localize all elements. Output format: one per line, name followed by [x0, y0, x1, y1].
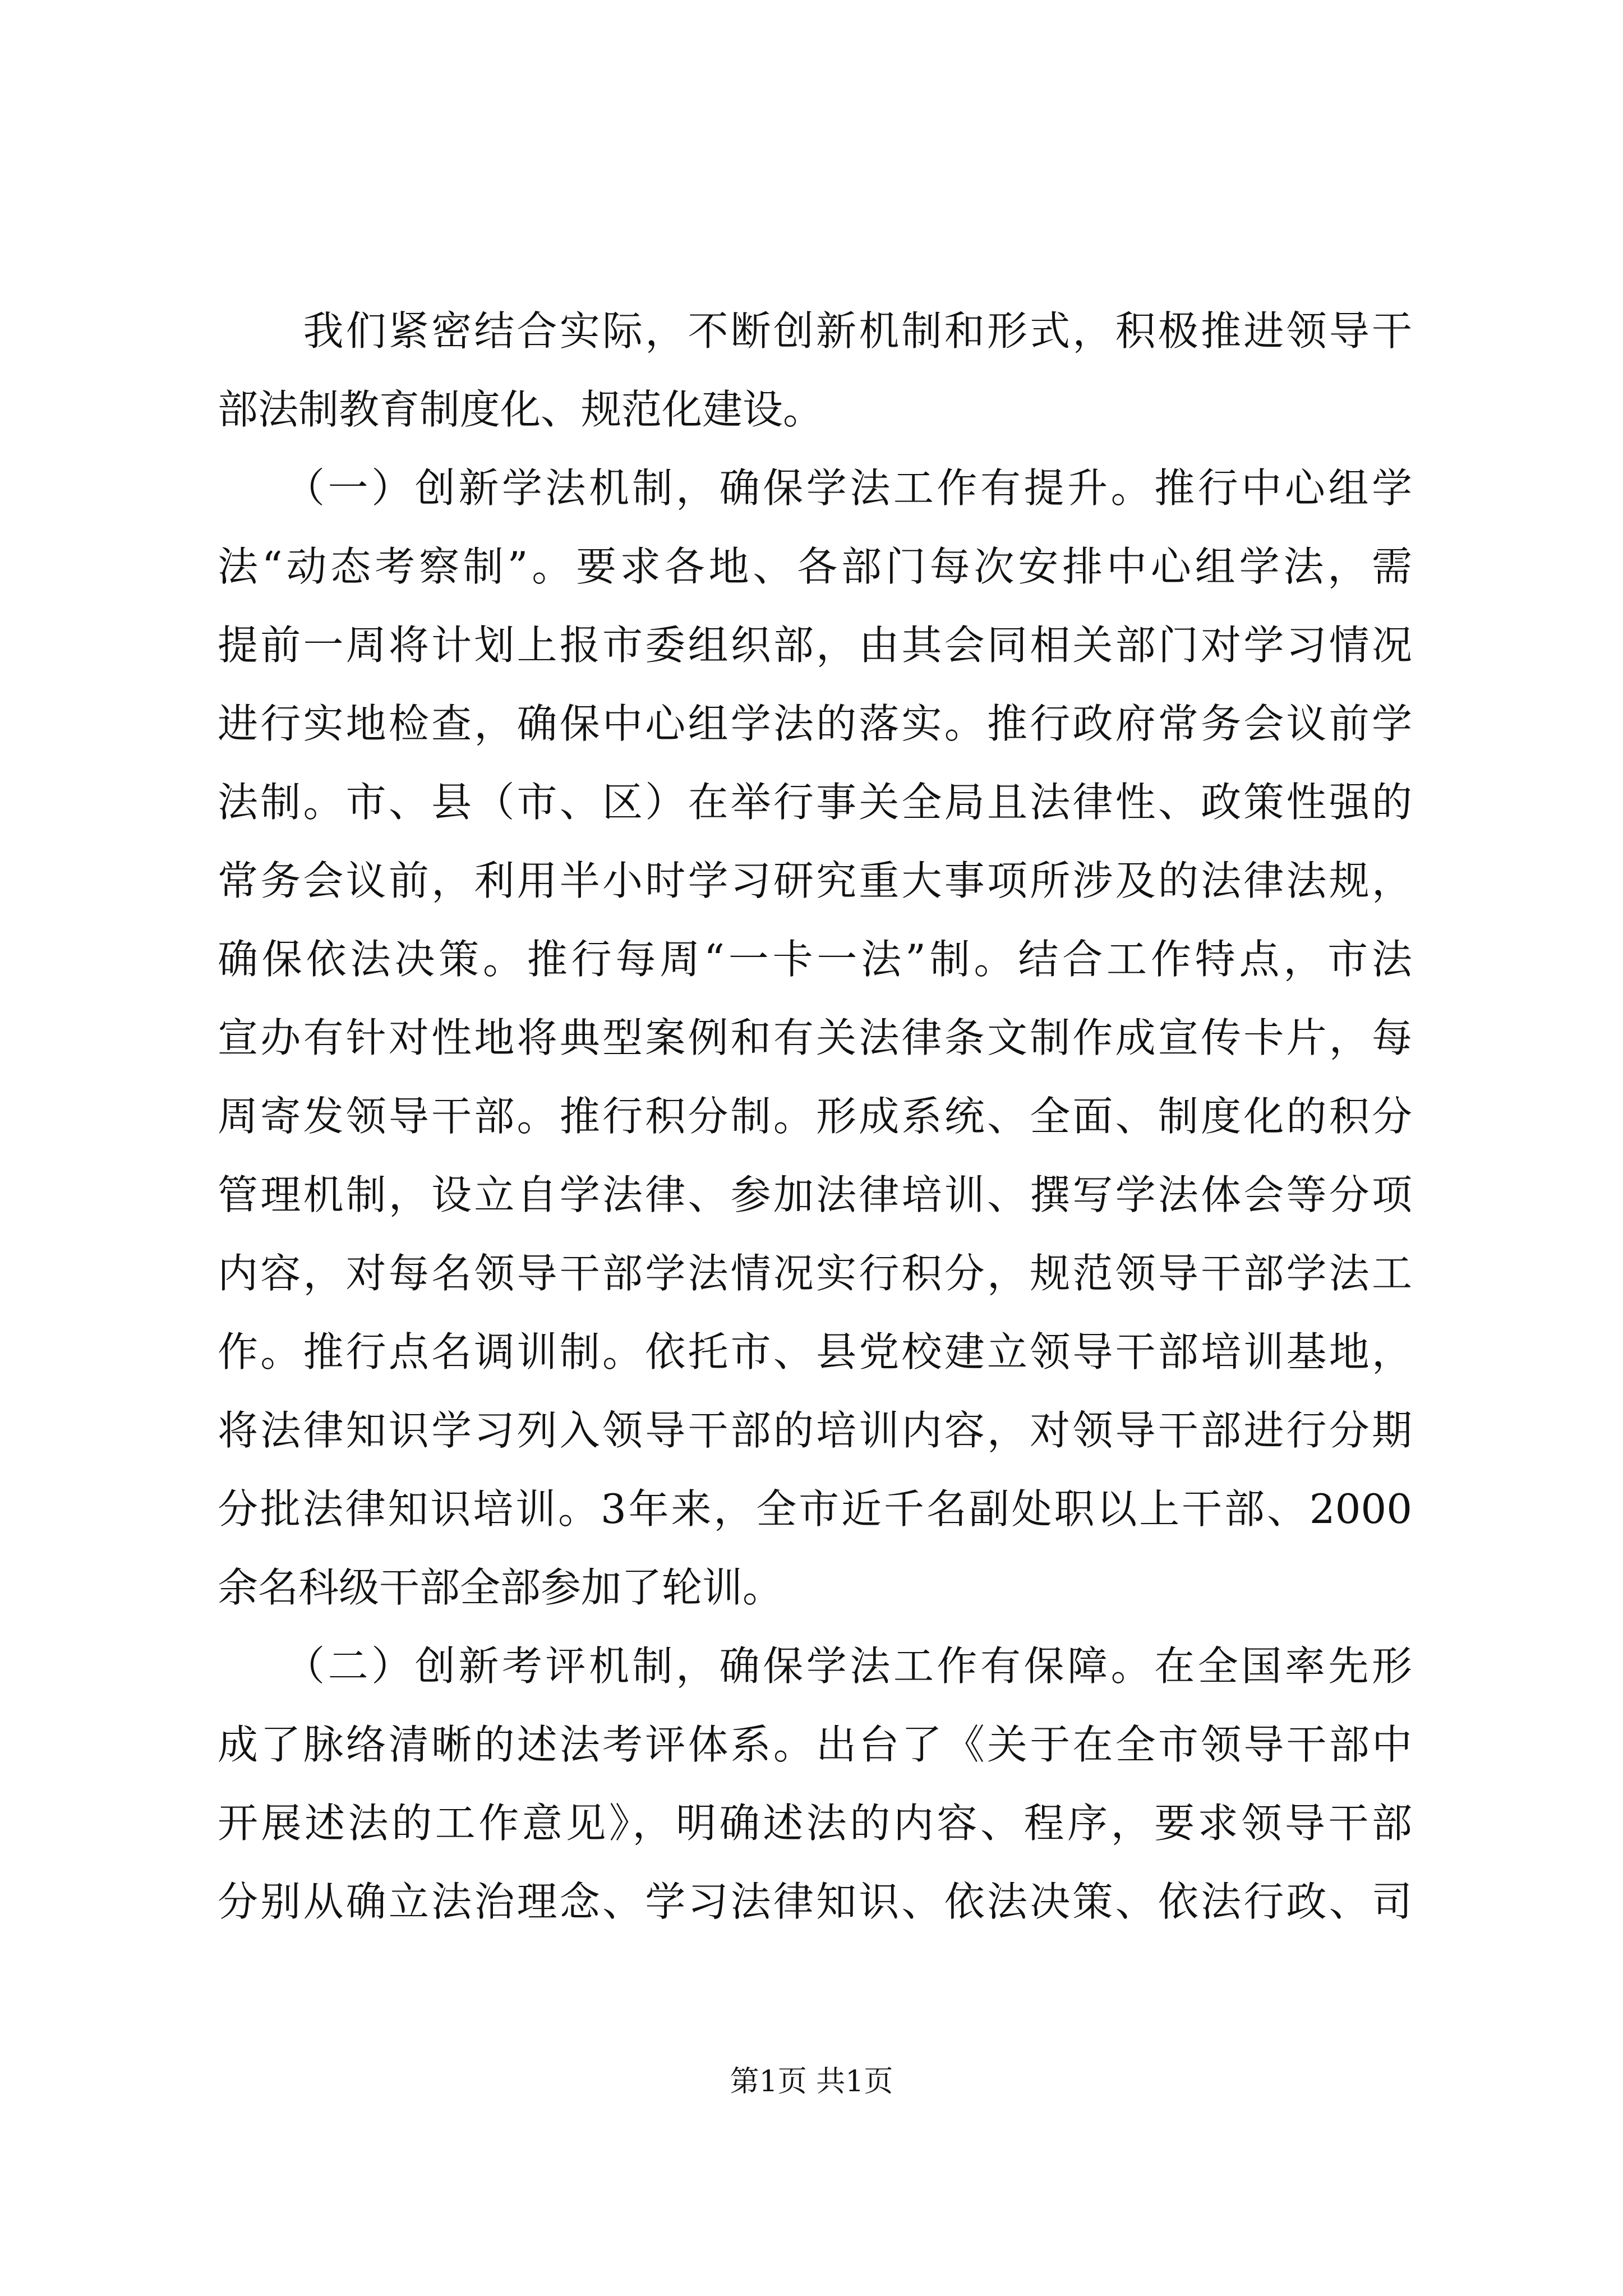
text-line: 常务会议前，利用半小时学习研究重大事项所涉及的法律法规， — [218, 857, 1412, 904]
text-line: （一）创新学法机制，确保学法工作有提升。推行中心组学 — [218, 464, 1412, 512]
text-line: 余名科级干部全部参加了轮训。 — [218, 1564, 783, 1611]
text-line: 提前一周将计划上报市委组织部，由其会同相关部门对学习情况 — [218, 622, 1412, 669]
text-line: 法制。市、县（市、区）在举行事关全局且法律性、政策性强的 — [218, 779, 1412, 826]
text-line: 作。推行点名调训制。依托市、县党校建立领导干部培训基地， — [218, 1328, 1412, 1375]
text-line: 法“动态考察制”。要求各地、各部门每次安排中心组学法，需 — [218, 543, 1412, 590]
text-line: 部法制教育制度化、规范化建设。 — [218, 386, 824, 433]
text-line: 分批法律知识培训。3年来，全市近千名副处职以上干部、2000 — [218, 1485, 1412, 1533]
text-line: 宣办有针对性地将典型案例和有关法律条文制作成宣传卡片，每 — [218, 1014, 1412, 1061]
text-line: 管理机制，设立自学法律、参加法律培训、撰写学法体会等分项 — [218, 1171, 1412, 1218]
text-line: 我们紧密结合实际，不断创新机制和形式，积极推进领导干 — [218, 307, 1412, 355]
text-line: 内容，对每名领导干部学法情况实行积分，规范领导干部学法工 — [218, 1250, 1412, 1297]
text-line: 分别从确立法治理念、学习法律知识、依法决策、依法行政、司 — [218, 1878, 1412, 1925]
text-line: 成了脉络清晰的述法考评体系。出台了《关于在全市领导干部中 — [218, 1721, 1412, 1768]
document-body — [218, 292, 1412, 1941]
text-line: 确保依法决策。推行每周“一卡一法”制。结合工作特点，市法 — [218, 936, 1412, 983]
text-line: 将法律知识学习列入领导干部的培训内容，对领导干部进行分期 — [218, 1407, 1412, 1454]
text-line: 开展述法的工作意见》，明确述法的内容、程序，要求领导干部 — [218, 1800, 1412, 1847]
text-line: （二）创新考评机制，确保学法工作有保障。在全国率先形 — [218, 1642, 1412, 1690]
text-line: 进行实地检查，确保中心组学法的落实。推行政府常务会议前学 — [218, 700, 1412, 747]
text-line: 周寄发领导干部。推行积分制。形成系统、全面、制度化的积分 — [218, 1093, 1412, 1140]
page-number-footer: 第1页 共1页 — [730, 2065, 893, 2099]
